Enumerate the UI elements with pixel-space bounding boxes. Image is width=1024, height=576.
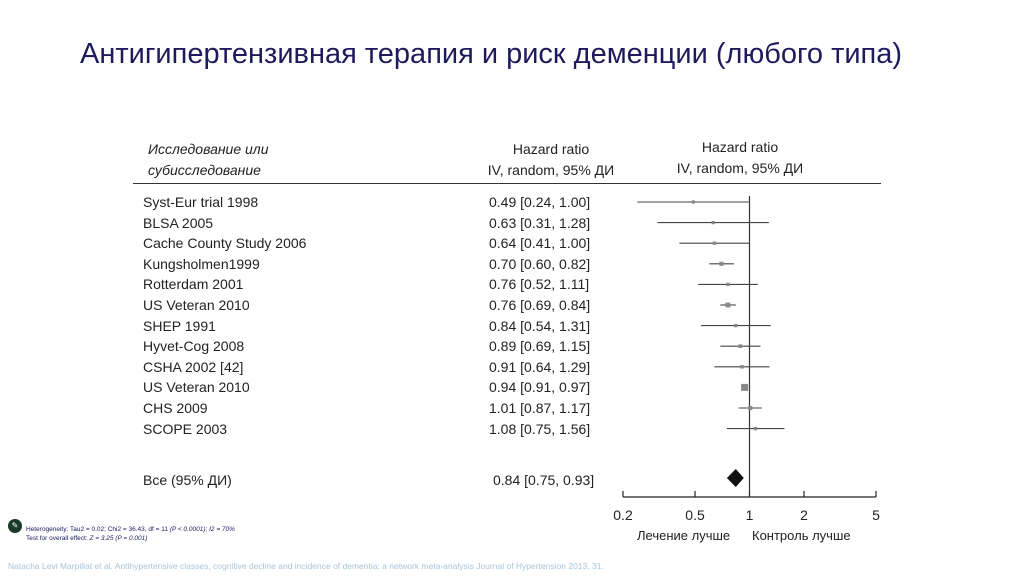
slide-title: Антигипертензивная терапия и риск деменции (любого типа) bbox=[80, 38, 903, 70]
study-hr-ci: 0.94 [0.91, 0.97] bbox=[489, 379, 591, 396]
overall-diamond bbox=[727, 469, 744, 487]
column-header-hr-text-line2: IV, random, 95% ДИ bbox=[487, 162, 615, 178]
study-point-estimate bbox=[692, 200, 695, 203]
study-hr-ci: 0.91 [0.64, 1.29] bbox=[489, 358, 591, 375]
study-name: US Veteran 2010 bbox=[143, 297, 250, 313]
x-tick-label: 5 bbox=[872, 507, 880, 523]
study-hr-ci: 0.89 [0.69, 1.15] bbox=[489, 338, 591, 355]
study-name: SCOPE 2003 bbox=[143, 420, 228, 437]
study-name: US Veteran 2010 bbox=[143, 379, 250, 396]
study-hr-ci: 0.84 [0.54, 1.31] bbox=[489, 317, 591, 334]
heterogeneity-text: Heterogeneity: Tau2 = 0.02; Chi2 = 36.43, df = 11 bbox=[26, 526, 170, 533]
study-name: CSHA 2002 [42] bbox=[143, 358, 244, 375]
x-tick-label: 1 bbox=[745, 507, 754, 523]
study-name: Syst-Eur trial 1998 bbox=[143, 194, 259, 210]
study-point-estimate bbox=[712, 221, 715, 224]
x-tick-label: 0.2 bbox=[613, 507, 633, 523]
overall-effect-text: Test for overall effect: bbox=[26, 535, 90, 542]
heterogeneity-p: (P < 0.0001); I2 = 70% bbox=[169, 526, 235, 533]
study-name: Rotterdam 2001 bbox=[143, 276, 244, 293]
column-header-hr-text-line1: Hazard ratio bbox=[512, 141, 590, 157]
column-header-study-line2: субисследование bbox=[148, 162, 261, 178]
study-name: Kungsholmen1999 bbox=[143, 255, 260, 272]
study-hr-ci: 0.70 [0.60, 0.82] bbox=[489, 255, 591, 272]
edit-icon: ✎ bbox=[8, 519, 22, 533]
study-point-estimate bbox=[748, 406, 752, 410]
column-header-hr-plot-line1: Hazard ratio bbox=[701, 139, 779, 155]
study-hr-ci: 0.64 [0.41, 1.00] bbox=[489, 235, 591, 252]
statistics-footnote bbox=[26, 525, 235, 543]
favours-treatment-label: Лечение лучше bbox=[637, 528, 731, 543]
study-point-estimate bbox=[713, 242, 716, 245]
study-name: SHEP 1991 bbox=[143, 317, 216, 334]
study-point-estimate bbox=[726, 283, 729, 286]
study-point-estimate bbox=[754, 427, 757, 430]
x-tick-label: 2 bbox=[800, 507, 808, 523]
overall-effect-line bbox=[26, 534, 235, 543]
x-tick-label: 0.5 bbox=[685, 507, 705, 523]
study-point-estimate bbox=[740, 365, 743, 368]
heterogeneity-line bbox=[26, 525, 235, 534]
study-hr-ci: 0.76 [0.52, 1.11] bbox=[489, 276, 590, 293]
study-point-estimate bbox=[738, 344, 742, 348]
study-name: CHS 2009 bbox=[143, 400, 208, 416]
favours-control-label: Контроль лучше bbox=[752, 528, 851, 543]
overall-ci: 0.84 [0.75, 0.93] bbox=[493, 472, 595, 488]
column-header-hr-plot-line2: IV, random, 95% ДИ bbox=[676, 160, 804, 176]
study-point-estimate bbox=[741, 384, 748, 391]
study-hr-ci: 1.08 [0.75, 1.56] bbox=[489, 420, 591, 437]
study-point-estimate bbox=[734, 324, 737, 327]
study-name: BLSA 2005 bbox=[143, 214, 214, 231]
study-name: Hyvet-Cog 2008 bbox=[143, 338, 245, 355]
source-citation: Natacha Levi Marpillat et al. Antihypertensive classes, cognitive decline and incidence of dementia: a network meta-analysis Journal of Hypertension 2013, 31. bbox=[8, 561, 604, 571]
overall-label: Все (95% ДИ) bbox=[143, 472, 232, 488]
study-point-estimate bbox=[719, 262, 723, 266]
study-hr-ci: 0.49 [0.24, 1.00] bbox=[489, 194, 591, 210]
study-name: Cache County Study 2006 bbox=[143, 235, 307, 252]
study-hr-ci: 0.76 [0.69, 0.84] bbox=[489, 297, 591, 313]
overall-effect-z: Z = 3.25 (P = 0.001) bbox=[89, 535, 148, 542]
column-header-study-line1: Исследование или bbox=[148, 141, 269, 157]
study-hr-ci: 1.01 [0.87, 1.17] bbox=[489, 400, 591, 416]
study-point-estimate bbox=[726, 303, 731, 308]
study-hr-ci: 0.63 [0.31, 1.28] bbox=[489, 214, 591, 231]
